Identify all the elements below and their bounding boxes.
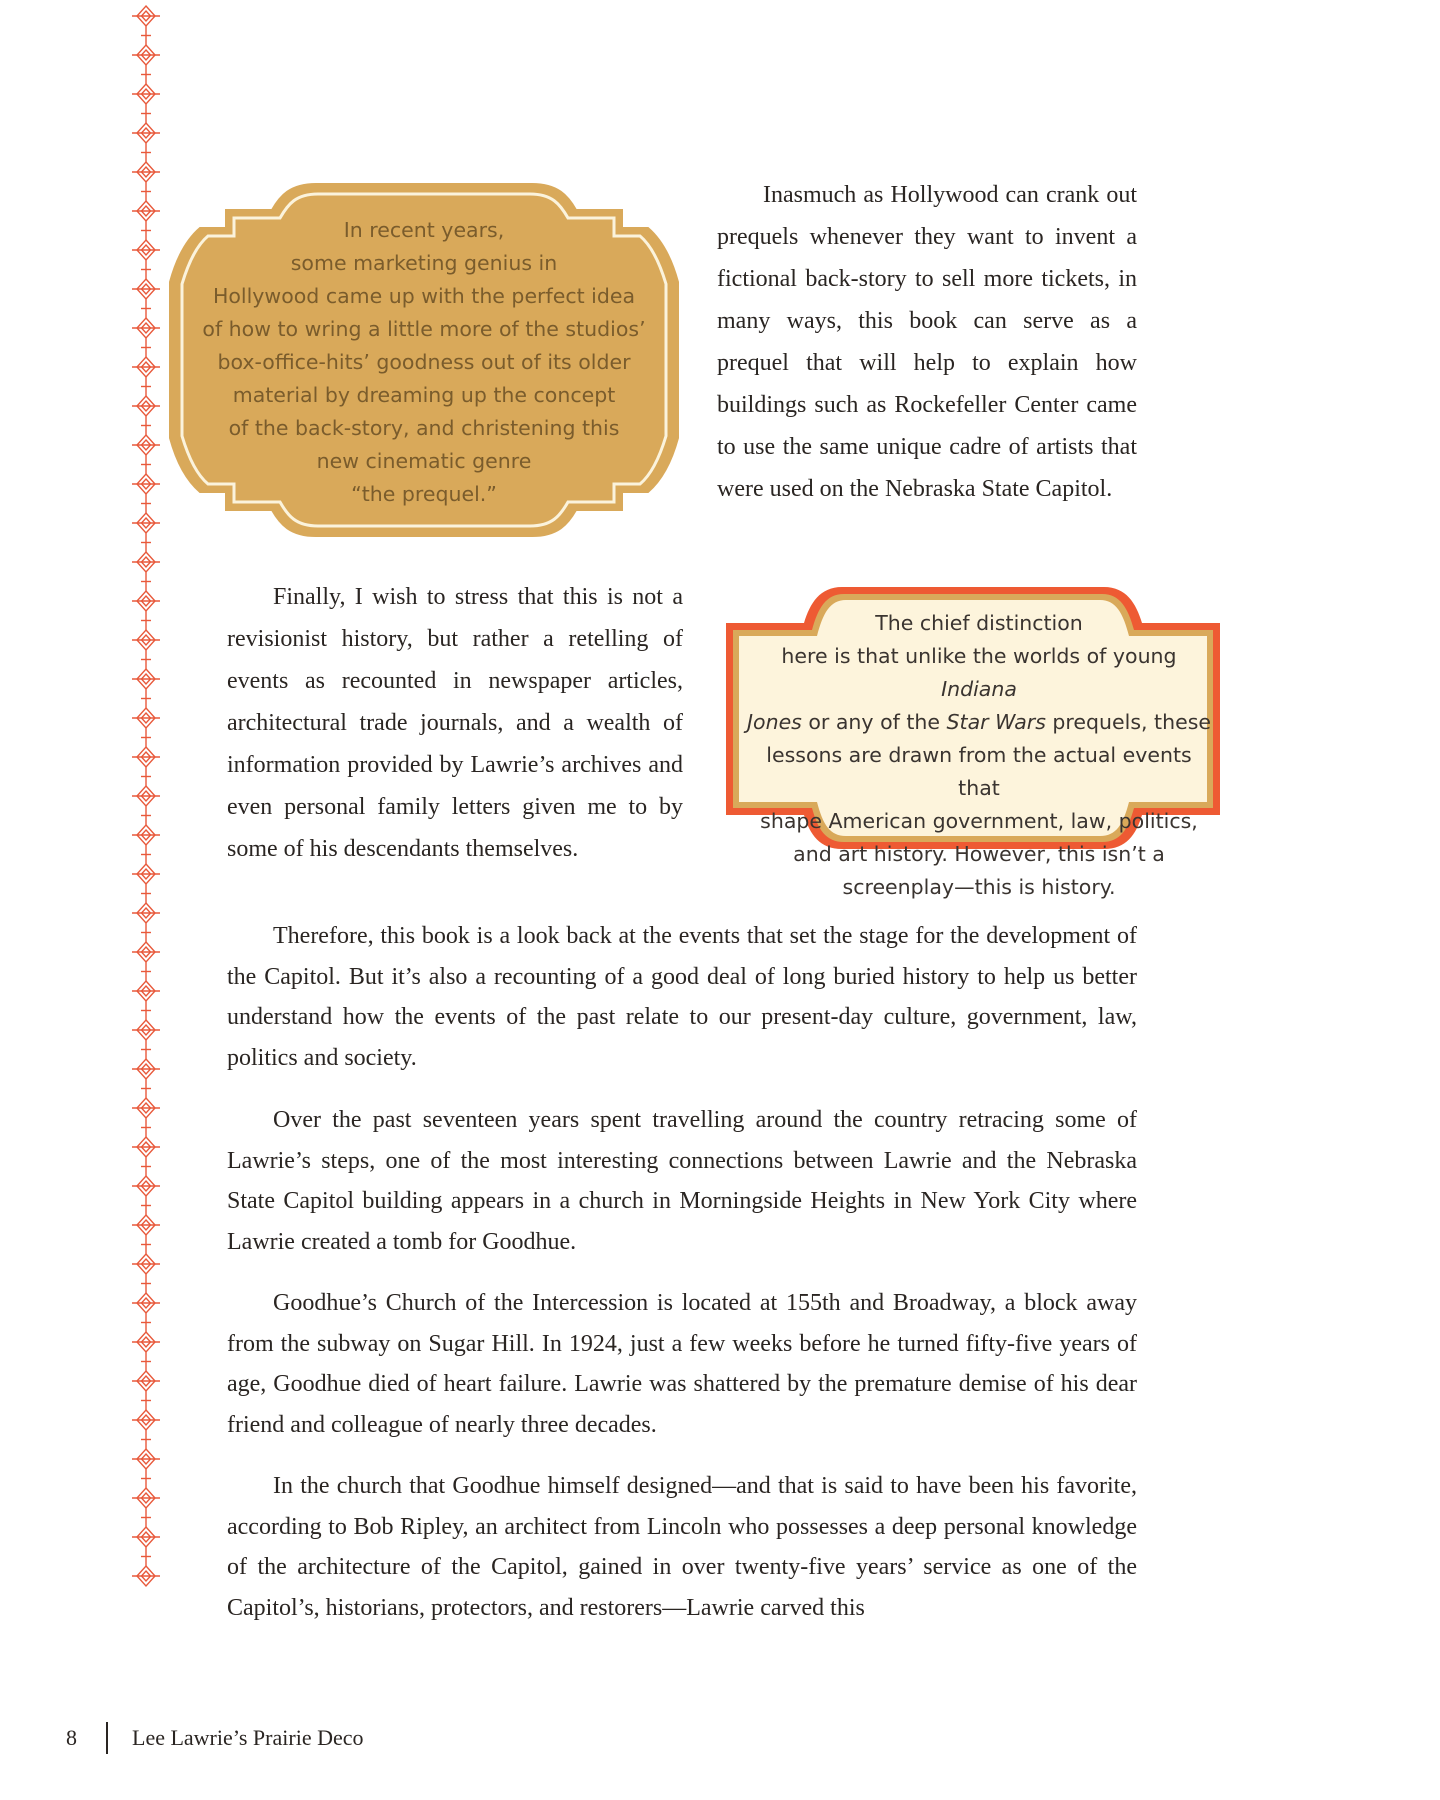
pull-quote-line xyxy=(744,640,1214,706)
pull-quote-fragment: prequels, these xyxy=(1045,710,1211,734)
pull-quote-italic: Indiana xyxy=(941,677,1017,701)
pull-quote-line: lessons are drawn from the actual events that xyxy=(766,743,1192,800)
body-paragraph-hollywood: Inasmuch as Hollywood can crank out prequels whenever they want to invent a fictional back-story to sell more tickets, in many ways, this book can serve as a prequel that will help to explain how buildings such as Rockefeller Center came to use the same unique cadre of artists that were used on the Nebraska State Capitol. xyxy=(717,182,1137,502)
body-paragraph-finally: Finally, I wish to stress that this is not a revisionist history, but rather a retelling of events as recounted in newspaper articles, architectural trade journals, and a wealth of information provided by Lawrie’s archives and even personal family letters given me to by some of his descendants themselves. xyxy=(227,584,683,862)
page-number: 8 xyxy=(66,1725,77,1750)
body-paragraph-therefore: Therefore, this book is a look back at the events that set the stage for the development of the Capitol. But it’s also a recounting of a good deal of long buried history to help us better understand how the events of the past relate to our present-day culture, government, law, politics and society. xyxy=(227,923,1137,1071)
body-paragraph-over: Over the past seventeen years spent travelling around the country retracing some of Lawrie’s steps, one of the most interesting connections between Lawrie and the Nebraska State Capitol building appears in a church in Morningside Heights in New York City where Lawrie created a tomb for Goodhue. xyxy=(227,1107,1137,1255)
pull-quote-italic: Star Wars xyxy=(946,710,1046,734)
body-paragraph-goodhue: Goodhue’s Church of the Intercession is located at 155th and Broadway, a block away from the subway on Sugar Hill. In 1924, just a few weeks before he turned fifty-five years of age, Goodhue died of heart failure. Lawrie was shattered by the premature demise of his dear friend and colleague of nearly three decades. xyxy=(227,1290,1137,1438)
pull-quote-line: screenplay—this is history. xyxy=(842,875,1116,899)
pull-quote-line: of the back-story, and christening this xyxy=(228,416,620,440)
pull-quote-line: new cinematic genre xyxy=(316,449,532,473)
decorative-border-ornament xyxy=(128,0,164,1640)
pull-quote-line: “the prequel.” xyxy=(351,482,497,506)
pull-quote-line: of how to wring a little more of the studios’ xyxy=(202,317,646,341)
footer-divider xyxy=(106,1722,108,1754)
body-paragraph-church: In the church that Goodhue himself designed—and that is said to have been his favorite, according to Bob Ripley, an architect from Lincoln who possesses a deep personal knowledge of the architecture of the Capitol, gained in over twenty-five years’ service as one of the Capitol’s, historians, protectors, and restorers—Lawrie carved this xyxy=(227,1473,1137,1621)
pull-quote-line: The chief distinction xyxy=(875,611,1083,635)
pull-quote-2-text xyxy=(744,607,1214,904)
pull-quote-line: and art history. However, this isn’t a xyxy=(793,842,1165,866)
pull-quote-line: material by dreaming up the concept xyxy=(232,383,616,407)
pull-quote-line xyxy=(744,706,1214,739)
running-title: Lee Lawrie’s Prairie Deco xyxy=(132,1725,364,1750)
pull-quote-line: shape American government, law, politics, xyxy=(760,809,1198,833)
pull-quote-1-text xyxy=(196,214,652,511)
pull-quote-fragment: here is that unlike the worlds of young xyxy=(781,644,1177,668)
pull-quote-line: box-office-hits’ goodness out of its older xyxy=(217,350,631,374)
page-footer xyxy=(66,1722,364,1754)
pull-quote-line: In recent years, xyxy=(343,218,505,242)
pull-quote-line: some marketing genius in xyxy=(290,251,558,275)
pull-quote-line: Hollywood came up with the perfect idea xyxy=(212,284,636,308)
pull-quote-fragment: or any of the xyxy=(801,710,947,734)
pull-quote-italic: Jones xyxy=(746,710,802,734)
